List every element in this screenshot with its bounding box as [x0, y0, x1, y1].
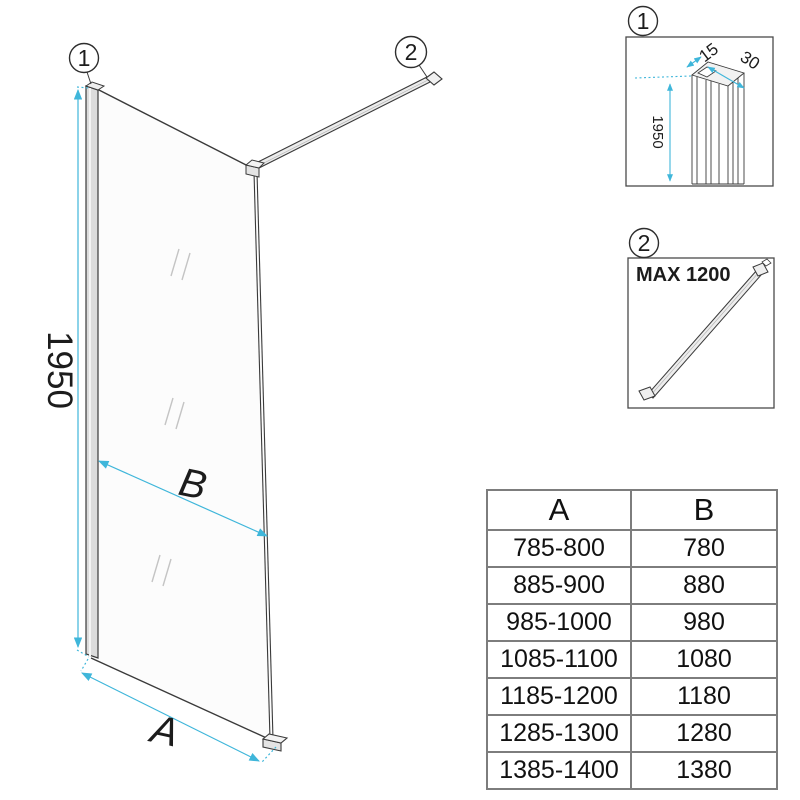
table-cell-b: 880: [631, 567, 777, 604]
detail-2-support-bar: [628, 229, 774, 409]
profile-width-value: 15: [695, 39, 722, 66]
table-row: [487, 604, 777, 641]
total-width-label: A: [147, 706, 183, 756]
table-cell-a: 885-900: [487, 567, 631, 604]
table-row: [487, 567, 777, 604]
table-cell-a: 1185-1200: [487, 678, 631, 715]
detail-1-callout-number: 1: [636, 8, 650, 34]
table-row: [487, 530, 777, 567]
table-cell-a: 1385-1400: [487, 752, 631, 789]
table-header-a: A: [487, 490, 631, 530]
height-dimension-value: 1950: [40, 331, 79, 409]
callout-1-number: 1: [77, 45, 91, 71]
profile-height-value: 1950: [649, 115, 666, 149]
size-table: [486, 489, 778, 790]
table-row: [487, 715, 777, 752]
glass-width-label: B: [175, 459, 211, 509]
table-row: [487, 641, 777, 678]
support-bar: [246, 72, 442, 177]
callout-1-badge: [70, 44, 99, 85]
callout-2-number: 2: [404, 39, 418, 65]
table-cell-a: 1085-1100: [487, 641, 631, 678]
table-cell-b: 1280: [631, 715, 777, 752]
detail-1-wall-profile: [626, 7, 773, 187]
size-table-header-row: [487, 490, 777, 530]
table-cell-b: 1080: [631, 641, 777, 678]
max-length-label: MAX 1200: [636, 264, 731, 286]
table-cell-b: 1180: [631, 678, 777, 715]
glass-clamp: [246, 160, 264, 177]
table-cell-b: 1380: [631, 752, 777, 789]
table-cell-b: 980: [631, 604, 777, 641]
glass-panel: [91, 91, 273, 740]
detail-2-callout-number: 2: [637, 230, 651, 256]
profile-section-drawing: [692, 62, 744, 184]
table-row: [487, 678, 777, 715]
table-cell-a: 1285-1300: [487, 715, 631, 752]
table-cell-b: 780: [631, 530, 777, 567]
table-cell-a: 985-1000: [487, 604, 631, 641]
table-header-b: B: [631, 490, 777, 530]
profile-depth-value: 30: [736, 47, 764, 74]
table-row: [487, 752, 777, 789]
table-cell-a: 785-800: [487, 530, 631, 567]
main-glass-panel-drawing: [40, 37, 442, 763]
callout-2-badge: [396, 37, 428, 78]
